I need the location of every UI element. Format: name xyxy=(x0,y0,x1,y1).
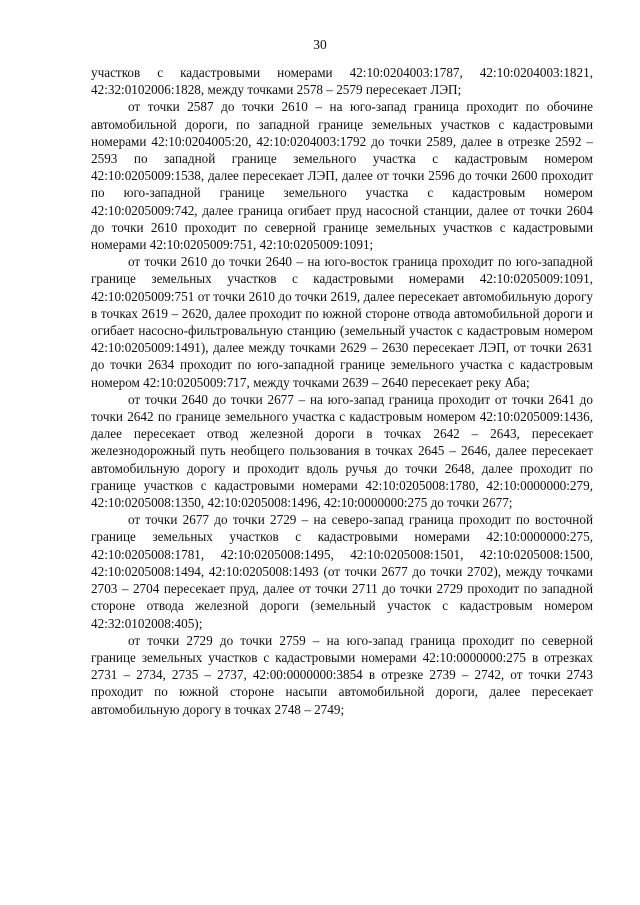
document-body xyxy=(91,64,593,718)
paragraph: от точки 2677 до точки 2729 – на северо-запад граница проходит по восточной границе земельных участков с кадастровыми номерами 42:10:0000000:275, 42:10:0205008:1781, 42:10:0205008:1495, 42:10:0205008:1501, 42:10:0205008:1500, 42:10:0205008:1494, 42:10:0205008:1493 (от точки 2677 до точки 2702), между точками 2703 – 2704 пересекает пруд, далее от точки 2711 до точки 2729 проходит по западной стороне отвода железной дороги (земельный участок с кадастровым номером 42:32:0102008:405); xyxy=(91,512,593,631)
paragraph: от точки 2587 до точки 2610 – на юго-запад граница проходит по обочине автомобильной дороги, по западной границе земельных участков с кадастровыми номерами 42:10:0204005:20, 42:10:0204003:1792 до точки 2589, далее в отрезке 2592 – 2593 по западной границе земельного участка с кадастровым номером 42:10:0205009:1538, далее пересекает ЛЭП, далее от точки 2596 до точки 2600 проходит по юго-западной границе земельного участка с кадастровым номером 42:10:0205009:742, далее граница огибает пруд насосной станции, далее от точки 2604 до точки 2610 проходит по северной границе земельных участков с кадастровыми номерами 42:10:0205009:751, 42:10:0205009:1091; xyxy=(91,99,593,253)
paragraph: от точки 2610 до точки 2640 – на юго-восток граница проходит по юго-западной границе земельных участков с кадастровыми номерами 42:10:0205009:1091, 42:10:0205009:751 от точки 2610 до точки 2619, далее пересекает автомобильную дорогу в точках 2619 – 2620, далее проходит по южной стороне отвода автомобильной дороги и огибает насосно-фильтровальную станцию (земельный участок с кадастровым номером 42:10:0205009:1491), далее между точками 2629 – 2630 пересекает ЛЭП, от точки 2631 до точки 2634 проходит по юго-западной границе земельного участка с кадастровым номером 42:10:0205009:717, между точками 2639 – 2640 пересекает реку Аба; xyxy=(91,254,593,390)
paragraph: от точки 2640 до точки 2677 – на юго-запад граница проходит от точки 2641 до точки 2642 по границе земельного участка с кадастровым номером 42:10:0205009:1436, далее пересекает отвод железной дороги в точках 2642 – 2643, пересекает железнодорожный путь необщего пользования в точках 2645 – 2646, далее пересекает автомобильную дорогу и проходит вдоль ручья до точки 2648, далее проходит по границе участков с кадастровыми номерами 42:10:0205008:1780, 42:10:0000000:279, 42:10:0205008:1350, 42:10:0205008:1496, 42:10:0000000:275 до точки 2677; xyxy=(91,391,593,511)
page-number: 30 xyxy=(313,37,327,52)
paragraph: от точки 2729 до точки 2759 – на юго-запад граница проходит по северной границе земельных участков с кадастровыми номерами 42:10:0000000:275 в отрезках 2731 – 2734, 2735 – 2737, 42:00:0000000:3854 в отрезке 2739 – 2742, от точки 2743 проходит по южной стороне насыпи автомобильной дороги, далее пересекает автомобильную дорогу в точках 2748 – 2749; xyxy=(91,632,593,717)
paragraph: участков с кадастровыми номерами 42:10:0204003:1787, 42:10:0204003:1821, 42:32:0102006:1828, между точками 2578 – 2579 пересекает ЛЭП; xyxy=(91,65,593,98)
